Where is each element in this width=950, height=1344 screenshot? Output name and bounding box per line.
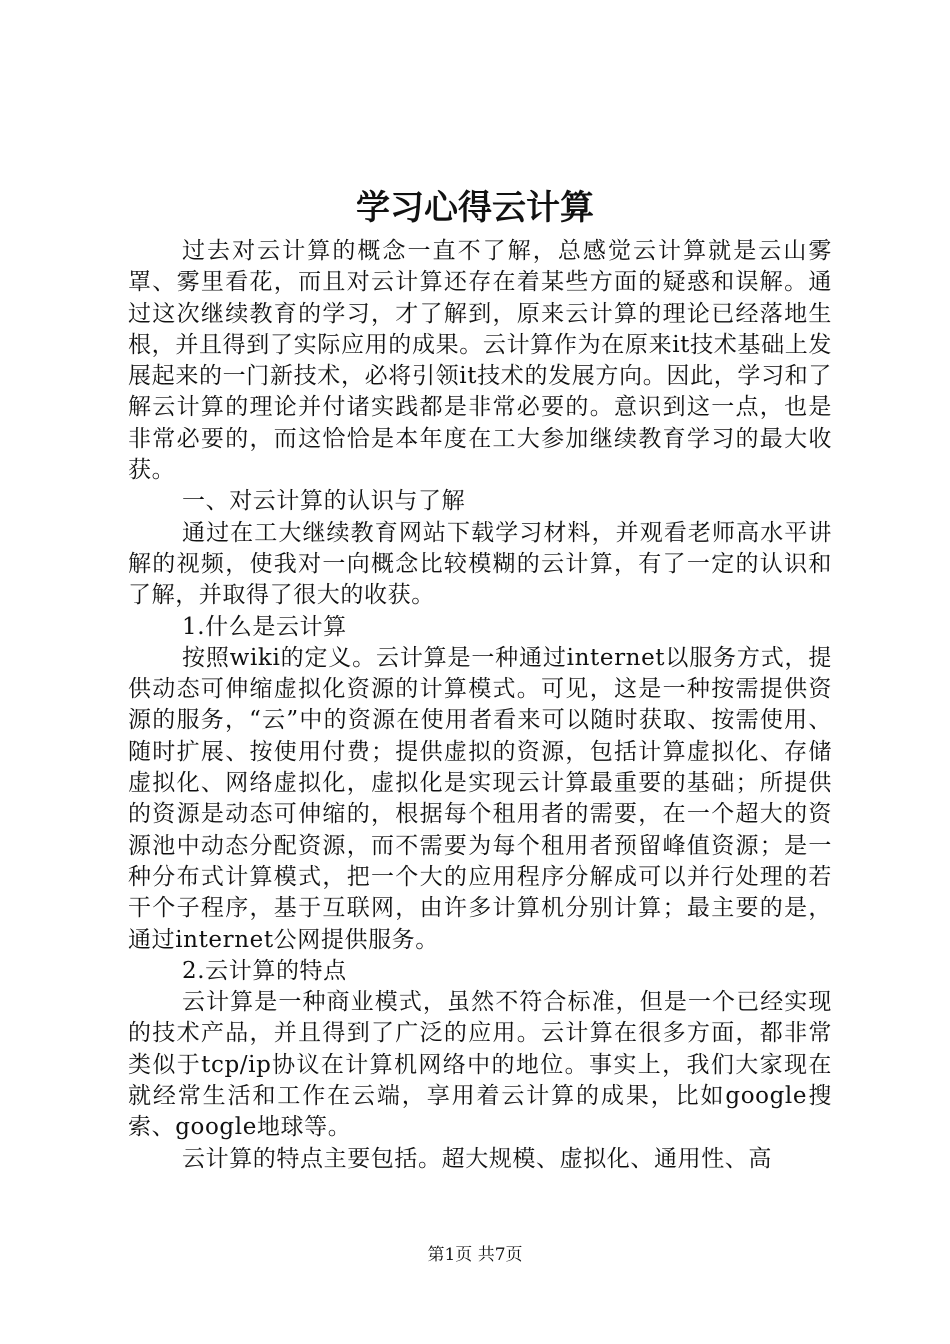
section-heading-understanding: 一、对云计算的认识与了解 bbox=[182, 488, 466, 515]
paragraph-learning-materials: 通过在工大继续教育网站下载学习材料，并观看老师高水平讲解的视频，使我对一向概念比较模糊的云计算，有了一定的认识和了解，并取得了很大的收获。 bbox=[128, 519, 832, 609]
document-title: 学习心得云计算 bbox=[356, 188, 594, 228]
paragraph-features-list: 云计算的特点主要包括。超大规模、虚拟化、通用性、高 bbox=[182, 1145, 772, 1172]
document-body bbox=[128, 236, 832, 1175]
paragraph-business-model: 云计算是一种商业模式，虽然不符合标准，但是一个已经实现的技术产品，并且得到了广泛的应用。云计算在很多方面，都非常类似于tcp/ip协议在计算机网络中的地位。事实上，我们大家现在就经常生活和工作在云端，享用着云计算的成果，比如google搜索、google地球等。 bbox=[128, 989, 832, 1141]
subheading-what-is-cloud: 1.什么是云计算 bbox=[182, 613, 347, 640]
paragraph-intro: 过去对云计算的概念一直不了解，总感觉云计算就是云山雾罩、雾里看花，而且对云计算还存在着某些方面的疑惑和误解。通过这次继续教育的学习，才了解到，原来云计算的理论已经落地生根，并且得到了实际应用的成果。云计算作为在原来it技术基础上发展起来的一门新技术，必将引领it技术的发展方向。因此，学习和了解云计算的理论并付诸实践都是非常必要的。意识到这一点，也是非常必要的，而这恰恰是本年度在工大参加继续教育学习的最大收获。 bbox=[128, 238, 832, 484]
paragraph-definition: 按照wiki的定义。云计算是一种通过internet以服务方式，提供动态可伸缩虚拟化资源的计算模式。可见，这是一种按需提供资源的服务，“云”中的资源在使用者看来可以随时获取、按需使用、随时扩展、按使用付费；提供虚拟的资源，包括计算虚拟化、存储虚拟化、网络虚拟化，虚拟化是实现云计算最重要的基础；所提供的资源是动态可伸缩的，根据每个租用者的需要，在一个超大的资源池中动态分配资源，而不需要为每个租用者预留峰值资源；是一种分布式计算模式，把一个大的应用程序分解成可以并行处理的若干个子程序，基于互联网，由许多计算机分别计算；最主要的是，通过internet公网提供服务。 bbox=[128, 644, 832, 953]
subheading-cloud-features: 2.云计算的特点 bbox=[182, 957, 347, 984]
page-footer: 第1页 共7页 bbox=[427, 1245, 523, 1265]
